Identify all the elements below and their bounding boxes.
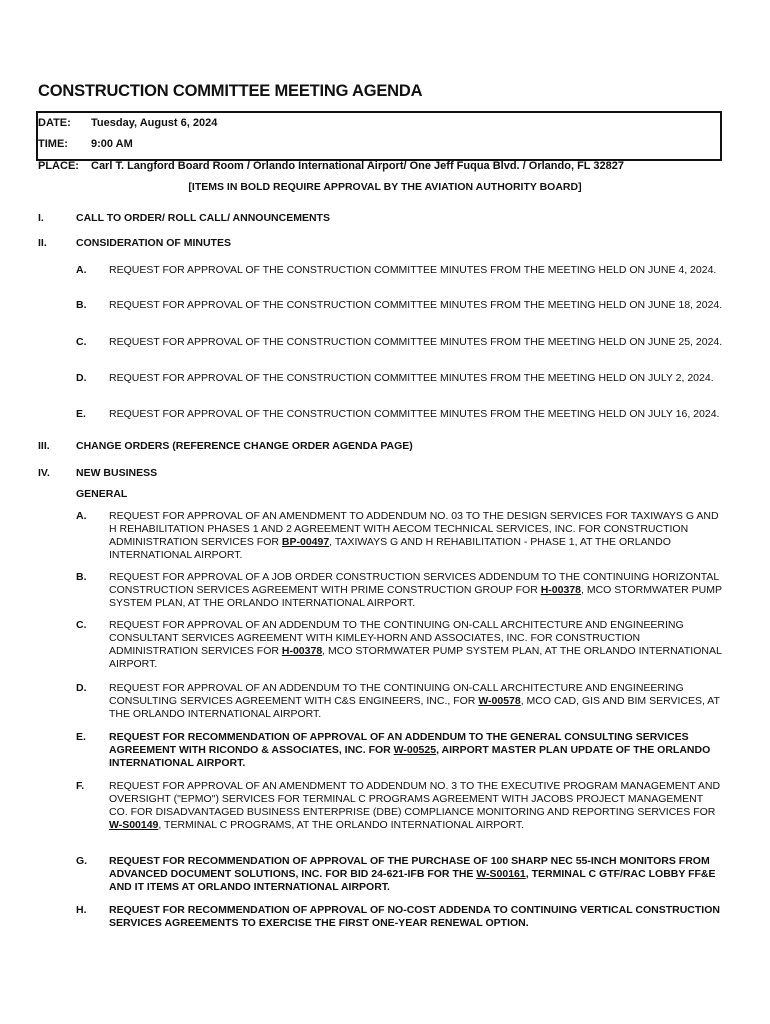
section-title: CONSIDERATION OF MINUTES: [76, 237, 231, 249]
project-number-link[interactable]: W-S00149: [109, 819, 159, 831]
section-title: CALL TO ORDER/ ROLL CALL/ ANNOUNCEMENTS: [76, 212, 330, 224]
item-text: REQUEST FOR APPROVAL OF THE CONSTRUCTION COMMITTEE MINUTES FROM THE MEETING HELD ON JULY 16, 2024.: [109, 408, 720, 420]
page-title: CONSTRUCTION COMMITTEE MEETING AGENDA: [38, 82, 423, 100]
section-number: II.: [38, 237, 47, 249]
item-text: REQUEST FOR APPROVAL OF A JOB ORDER CONSTRUCTION SERVICES ADDENDUM TO THE CONTINUING HORIZONTAL CONSTRUCTION SERVICES AGREEMENT WITH PRIME CONSTRUCTION GROUP FOR H-00378, MCO STORMWATER PUMP SYSTEM PLAN, AT THE ORLANDO INTERNATIONAL AIRPORT.: [109, 571, 722, 609]
item-text: REQUEST FOR APPROVAL OF AN AMENDMENT TO ADDENDUM NO. 03 TO THE DESIGN SERVICES FOR TAXIWAYS G AND H REHABILITATION PHASES 1 AND 2 AGREEMENT WITH AECOM TECHNICAL SERVICES, INC. FOR CONSTRUCTION ADMINISTRATION SERVICES FOR BP-00497, TAXIWAYS G AND H REHABILITATION - PHASE 1, AT THE ORLANDO INTERNATIONAL AIRPORT.: [109, 510, 719, 561]
item-letter: B.: [76, 571, 87, 583]
item-text: REQUEST FOR RECOMMENDATION OF APPROVAL OF AN ADDENDUM TO THE GENERAL CONSULTING SERVICES AGREEMENT WITH RICONDO & ASSOCIATES, INC. FOR W-00525, AIRPORT MASTER PLAN UPDATE OF THE ORLANDO INTERNATIONAL AIRPORT.: [109, 731, 711, 769]
time-value: 9:00 AM: [91, 138, 133, 150]
date-label: DATE:: [38, 117, 71, 129]
item-text: REQUEST FOR RECOMMENDATION OF APPROVAL OF NO-COST ADDENDA TO CONTINUING VERTICAL CONSTRUCTION SERVICES AGREEMENTS TO EXERCISE THE FIRST ONE-YEAR RENEWAL OPTION.: [109, 904, 720, 929]
project-number-link[interactable]: W-S00161: [476, 868, 526, 880]
item-text: REQUEST FOR APPROVAL OF AN AMENDMENT TO ADDENDUM NO. 3 TO THE EXECUTIVE PROGRAM MANAGEMENT AND OVERSIGHT ("EPMO") SERVICES FOR TERMINAL C PROGRAMS AGREEMENT WITH JACOBS PROJECT MANAGEMENT CO. FOR DISADVANTAGED BUSINESS ENTERPRISE (DBE) COMPLIANCE MONITORING AND REPORTING SERVICES FOR W-S00149, TERMINAL C PROGRAMS, AT THE ORLANDO INTERNATIONAL AIRPORT.: [109, 780, 721, 831]
item-letter: A.: [76, 264, 87, 276]
section-title: CHANGE ORDERS (REFERENCE CHANGE ORDER AGENDA PAGE): [76, 440, 413, 452]
time-label: TIME:: [38, 138, 68, 150]
place-label: PLACE:: [38, 160, 79, 172]
section-number: III.: [38, 440, 50, 452]
section-number: I.: [38, 212, 44, 224]
place-value: Carl T. Langford Board Room / Orlando International Airport/ One Jeff Fuqua Blvd. / Orlando, FL 32827: [91, 160, 624, 172]
item-letter: D.: [76, 372, 87, 384]
item-text: REQUEST FOR APPROVAL OF THE CONSTRUCTION COMMITTEE MINUTES FROM THE MEETING HELD ON JUNE 18, 2024.: [109, 299, 723, 311]
item-letter: H.: [76, 904, 87, 916]
project-number-link[interactable]: W-00525: [393, 744, 437, 756]
item-letter: G.: [76, 855, 88, 867]
item-text: REQUEST FOR APPROVAL OF AN ADDENDUM TO THE CONTINUING ON-CALL ARCHITECTURE AND ENGINEERING CONSULTANT SERVICES AGREEMENT WITH KIMLEY-HORN AND ASSOCIATES, INC. FOR CONSTRUCTION ADMINISTRATION SERVICES FOR H-00378, MCO STORMWATER PUMP SYSTEM PLAN, AT THE ORLANDO INTERNATIONAL AIRPORT.: [109, 619, 722, 670]
date-value: Tuesday, August 6, 2024: [91, 117, 218, 129]
item-text: REQUEST FOR APPROVAL OF THE CONSTRUCTION COMMITTEE MINUTES FROM THE MEETING HELD ON JULY 2, 2024.: [109, 372, 714, 384]
section-number: IV.: [38, 467, 50, 479]
item-text: REQUEST FOR APPROVAL OF AN ADDENDUM TO THE CONTINUING ON-CALL ARCHITECTURE AND ENGINEERING CONSULTING SERVICES AGREEMENT WITH C&S ENGINEERS, INC., FOR W-00578, MCO CAD, GIS AND BIM SERVICES, AT THE ORLANDO INTERNATIONAL AIRPORT.: [109, 682, 720, 720]
project-number-link[interactable]: H-00378: [281, 645, 323, 657]
item-text: REQUEST FOR APPROVAL OF THE CONSTRUCTION COMMITTEE MINUTES FROM THE MEETING HELD ON JUNE 25, 2024.: [109, 336, 723, 348]
approval-note: [ITEMS IN BOLD REQUIRE APPROVAL BY THE AVIATION AUTHORITY BOARD]: [188, 181, 582, 193]
item-letter: E.: [76, 408, 86, 420]
item-text: REQUEST FOR APPROVAL OF THE CONSTRUCTION COMMITTEE MINUTES FROM THE MEETING HELD ON JUNE 4, 2024.: [109, 264, 717, 276]
item-letter: E.: [76, 731, 86, 743]
item-letter: C.: [76, 336, 87, 348]
section-title: NEW BUSINESS: [76, 467, 158, 479]
item-letter: A.: [76, 510, 87, 522]
item-letter: C.: [76, 619, 87, 631]
project-number-link[interactable]: W-00578: [478, 695, 521, 707]
project-number-link[interactable]: BP-00497: [281, 536, 330, 548]
item-letter: F.: [76, 780, 85, 792]
project-number-link[interactable]: H-00378: [540, 584, 581, 596]
item-text: REQUEST FOR RECOMMENDATION OF APPROVAL OF THE PURCHASE OF 100 SHARP NEC 55-INCH MONITORS FROM ADVANCED DOCUMENT SOLUTIONS, INC. FOR BID 24-621-IFB FOR THE W-S00161, TERMINAL C GTF/RAC LOBBY FF&E AND IT ITEMS AT ORLANDO INTERNATIONAL AIRPORT.: [109, 855, 716, 893]
item-letter: D.: [76, 682, 87, 694]
item-letter: B.: [76, 299, 87, 311]
general-subheading: GENERAL: [76, 488, 128, 500]
